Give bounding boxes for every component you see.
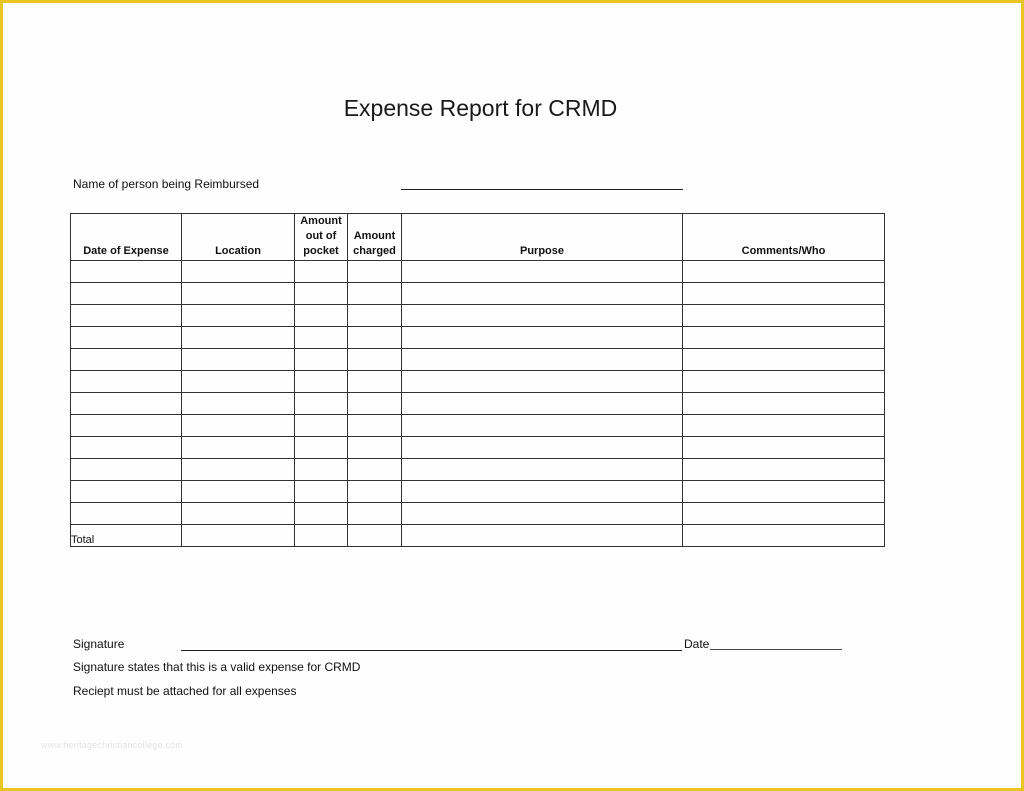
table-cell[interactable] [348,481,402,503]
signature-note: Signature states that this is a valid expense for CRMD [73,660,361,674]
table-cell[interactable] [348,371,402,393]
table-cell[interactable] [182,261,295,283]
table-cell[interactable] [683,371,885,393]
table-header-row [71,214,885,261]
table-cell[interactable] [71,305,182,327]
table-cell[interactable] [348,459,402,481]
table-row [71,305,885,327]
signature-label: Signature [73,637,125,651]
table-cell[interactable] [182,327,295,349]
total-cell[interactable] [683,525,885,547]
table-cell[interactable] [71,371,182,393]
date-label: Date [684,637,710,651]
table-cell[interactable] [402,261,683,283]
table-cell[interactable] [295,503,348,525]
total-cell[interactable] [295,525,348,547]
header-location: Location [182,214,295,261]
table-cell[interactable] [402,393,683,415]
table-cell[interactable] [348,305,402,327]
table-cell[interactable] [402,371,683,393]
table-cell[interactable] [71,393,182,415]
table-row [71,459,885,481]
table-cell[interactable] [348,437,402,459]
reimbursed-name-label: Name of person being Reimbursed [73,177,260,191]
table-cell[interactable] [683,459,885,481]
table-row [71,481,885,503]
table-cell[interactable] [402,481,683,503]
total-cell[interactable] [348,525,402,547]
table-row [71,415,885,437]
table-cell[interactable] [295,261,348,283]
table-cell[interactable] [402,415,683,437]
table-cell[interactable] [71,503,182,525]
table-row [71,327,885,349]
table-cell[interactable] [683,503,885,525]
table-cell[interactable] [348,349,402,371]
table-cell[interactable] [71,283,182,305]
table-cell[interactable] [182,459,295,481]
table-cell[interactable] [182,349,295,371]
table-cell[interactable] [683,283,885,305]
page-title: Expense Report for CRMD [343,95,618,121]
table-row [71,283,885,305]
receipt-note: Reciept must be attached for all expenses [73,684,297,698]
table-cell[interactable] [683,327,885,349]
table-cell[interactable] [295,349,348,371]
total-cell[interactable] [182,525,295,547]
expense-rows [71,261,885,547]
table-cell[interactable] [182,371,295,393]
table-cell[interactable] [295,305,348,327]
table-row [71,393,885,415]
table-row [71,349,885,371]
header-date-of-expense: Date of Expense [71,214,182,261]
watermark: www.heritagechristiancollege.com [41,740,183,750]
header-amount-charged: Amount charged [348,214,402,261]
table-cell[interactable] [348,327,402,349]
table-cell[interactable] [348,283,402,305]
table-cell[interactable] [683,415,885,437]
table-cell[interactable] [402,283,683,305]
table-cell[interactable] [295,371,348,393]
signature-line[interactable] [181,650,682,651]
reimbursed-name-line[interactable] [401,189,683,190]
table-cell[interactable] [348,503,402,525]
total-cell[interactable] [402,525,683,547]
table-cell[interactable] [402,327,683,349]
table-cell[interactable] [182,283,295,305]
header-amount-out-of-pocket: Amount out of pocket [295,214,348,261]
table-cell[interactable] [295,393,348,415]
table-cell[interactable] [683,437,885,459]
table-cell[interactable] [71,349,182,371]
table-cell[interactable] [71,327,182,349]
header-comments-who: Comments/Who [683,214,885,261]
table-row [71,503,885,525]
table-cell[interactable] [71,481,182,503]
table-cell[interactable] [182,305,295,327]
table-cell[interactable] [71,261,182,283]
table-cell[interactable] [182,437,295,459]
table-cell[interactable] [683,261,885,283]
table-cell[interactable] [402,437,683,459]
table-cell[interactable] [683,349,885,371]
table-cell[interactable] [182,481,295,503]
total-label: Total [71,525,182,547]
total-row [71,525,885,547]
table-cell[interactable] [348,261,402,283]
table-row [71,371,885,393]
table-cell[interactable] [683,481,885,503]
table-cell[interactable] [295,481,348,503]
table-cell[interactable] [71,459,182,481]
expense-table [70,213,885,547]
table-cell[interactable] [402,503,683,525]
table-cell[interactable] [683,305,885,327]
table-cell[interactable] [295,459,348,481]
table-row [71,261,885,283]
table-cell[interactable] [295,283,348,305]
table-row [71,437,885,459]
table-cell[interactable] [402,305,683,327]
table-cell[interactable] [295,415,348,437]
table-cell[interactable] [182,503,295,525]
date-line[interactable] [710,649,842,650]
table-cell[interactable] [71,415,182,437]
table-cell[interactable] [71,437,182,459]
table-cell[interactable] [402,459,683,481]
table-cell[interactable] [683,393,885,415]
table-cell[interactable] [182,415,295,437]
table-cell[interactable] [182,393,295,415]
table-cell[interactable] [402,349,683,371]
table-cell[interactable] [295,437,348,459]
table-cell[interactable] [348,415,402,437]
table-cell[interactable] [348,393,402,415]
header-purpose: Purpose [402,214,683,261]
table-cell[interactable] [295,327,348,349]
